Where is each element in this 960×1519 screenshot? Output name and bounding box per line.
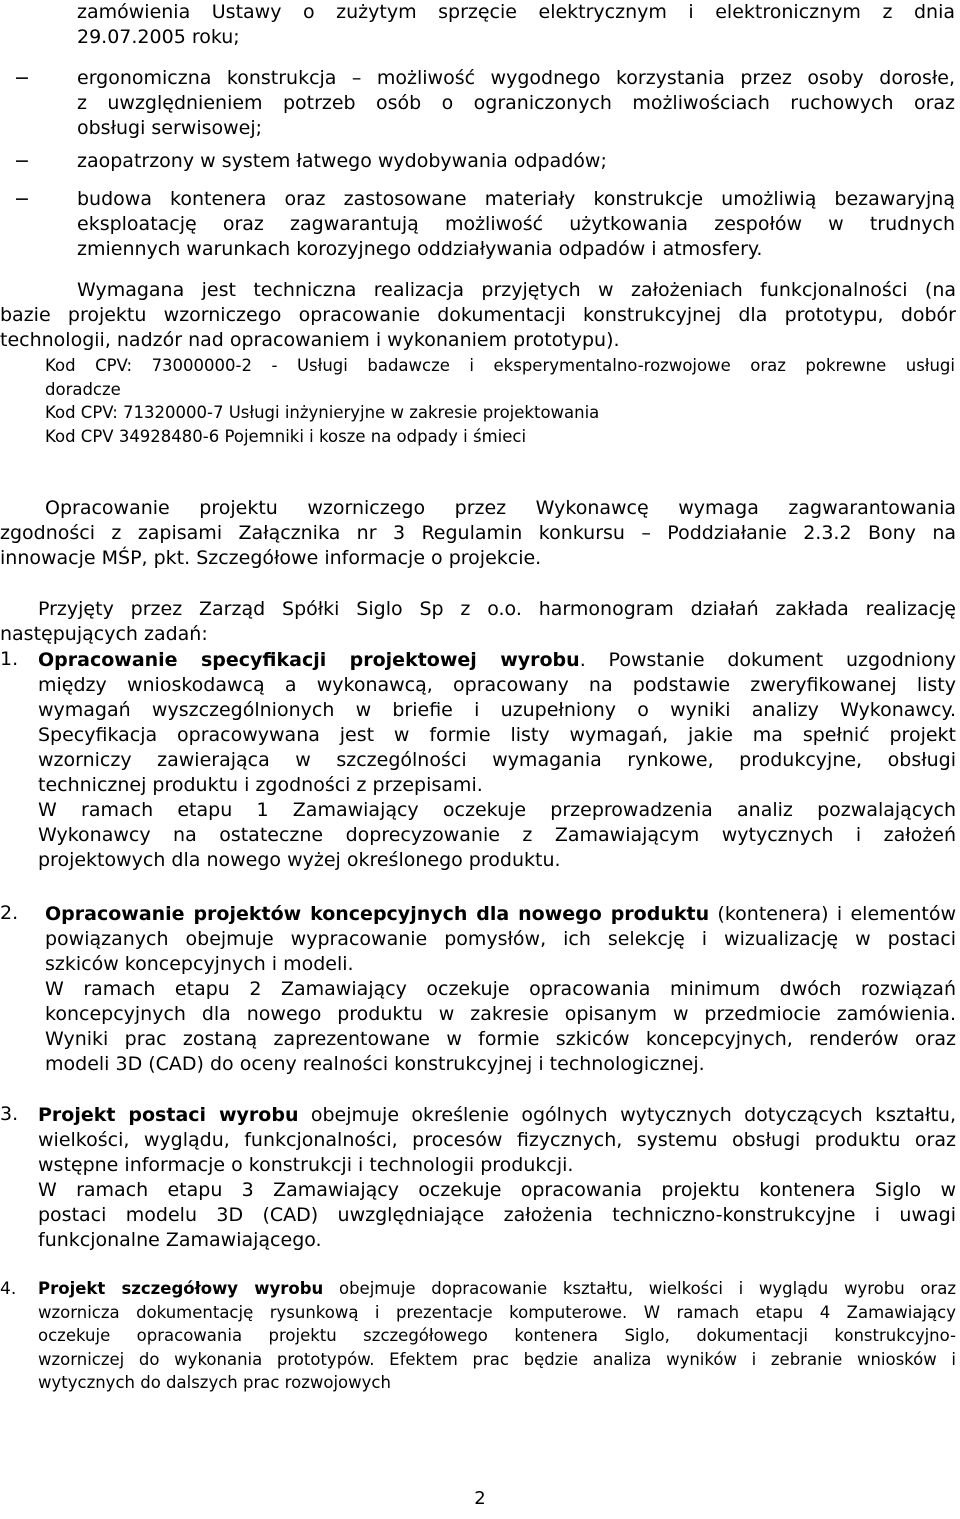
text-line: zgodności z zapisami Załącznika nr 3 Regulamin konkursu – Poddziałanie 2.3.2 Bony na	[0, 522, 956, 544]
task-title: Opracowanie projektów koncepcyjnych dla nowego produktu	[45, 903, 710, 925]
text-line: zamówienia Ustawy o zużytym sprzęcie elektrycznym i elektronicznym z dnia	[77, 1, 955, 23]
text-span: obejmuje określenie ogólnych wytycznych dotyczących kształtu,	[298, 1104, 956, 1126]
task-number: 4.	[0, 1279, 17, 1299]
cpv-codes	[45, 354, 955, 448]
text-line: innowacje MŚP, pkt. Szczegółowe informacje o projekcie.	[0, 547, 542, 569]
text-line: projektowych dla nowego wyżej określonego produktu.	[38, 849, 561, 871]
text-line: wytycznych do dalszych prac rozwojowych	[38, 1373, 391, 1392]
text-line: następujących zadań:	[0, 623, 208, 645]
task-item	[38, 648, 956, 873]
text-line: Wyniki prac zostaną zaprezentowane w formie szkiców koncepcyjnych, renderów oraz	[45, 1028, 956, 1050]
text-span: obejmuje dopracowanie kształtu, wielkości i wyglądu wyrobu oraz	[323, 1279, 956, 1298]
text-line: między wnioskodawcą a wykonawcą, opracowany na podstawie zweryfikowanej listy	[38, 674, 956, 696]
text-line: Specyfikacja opracowywana jest w formie listy wymagań, jakie ma spełnić projekt	[38, 724, 956, 746]
text-line: obsługi serwisowej;	[77, 117, 263, 139]
task-item	[45, 902, 956, 1077]
text-line: powiązanych obejmuje wypracowanie pomysłów, ich selekcję i wizualizację w postaci	[45, 928, 956, 950]
text-line: z uwzględnieniem potrzeb osób o ograniczonych możliwościach ruchowych oraz	[77, 92, 955, 114]
text-line: eksploatację oraz zagwarantują możliwość użytkowania zespołów w trudnych	[77, 213, 955, 235]
task-number: 2.	[0, 902, 19, 924]
intro-paragraph	[77, 0, 955, 50]
text-line: koncepcyjnych dla nowego produktu w zakresie opisanym w przedmiocie zamówienia.	[45, 1003, 956, 1025]
text-line: W ramach etapu 2 Zamawiający oczekuje opracowania minimum dwóch rozwiązań	[45, 978, 956, 1000]
text-line: doradcze	[45, 379, 121, 399]
task-number: 1.	[0, 648, 19, 670]
task-first-line	[38, 1277, 956, 1301]
text-line: Kod CPV 34928480-6 Pojemniki i kosze na odpady i śmieci	[45, 426, 527, 446]
task-first-line	[38, 648, 956, 673]
text-line: postaci modelu 3D (CAD) uwzględniające założenia techniczno-konstrukcyjne i uwagi	[38, 1204, 956, 1226]
task-item	[38, 1277, 956, 1395]
text-line: wielkości, wyglądu, funkcjonalności, procesów fizycznych, systemu obsługi produktu oraz	[38, 1129, 956, 1151]
text-line: technologii, nadzór nad opracowaniem i wykonaniem prototypu).	[0, 329, 620, 351]
text-line: technicznej produktu i zgodności z przepisami.	[38, 774, 483, 796]
task-title: Opracowanie specyfikacji projektowej wyrobu	[38, 649, 580, 671]
bullet-dash: −	[14, 67, 30, 89]
bullet-dash: −	[14, 188, 30, 210]
text-line: Kod CPV: 73000000-2 - Usługi badawcze i eksperymentalno-rozwojowe oraz pokrewne usługi	[45, 356, 955, 375]
task-number: 3.	[0, 1103, 19, 1125]
text-span: . Powstanie dokument uzgodniony	[579, 649, 956, 671]
text-span: (kontenera) i elementów	[709, 903, 956, 925]
text-line: szkiców koncepcyjnych i modeli.	[45, 953, 354, 975]
text-line: Wymagana jest techniczna realizacja przyjętych w założeniach funkcjonalności (na	[77, 279, 956, 301]
task-first-line	[38, 1103, 956, 1128]
bullet-item	[77, 149, 955, 174]
realization-paragraph	[0, 278, 956, 353]
text-line: budowa kontenera oraz zastosowane materiały konstrukcje umożliwią bezawaryjną	[77, 188, 955, 210]
design-paragraph	[0, 496, 956, 571]
text-line: modeli 3D (CAD) do oceny realności konstrukcyjnej i technologicznej.	[45, 1053, 705, 1075]
text-line: Wykonawcy na ostateczne doprecyzowanie z Zamawiającym wytycznych i założeń	[38, 824, 956, 846]
text-line: funkcjonalne Zamawiającego.	[38, 1229, 322, 1251]
text-line: bazie projektu wzorniczego opracowanie dokumentacji konstrukcyjnej dla prototypu, dobór	[0, 304, 956, 326]
task-title: Projekt szczegółowy wyrobu	[38, 1279, 324, 1298]
text-line: wymagań wyszczególnionych w briefie i uzupełniony o wyniki analizy Wykonawcy.	[38, 699, 956, 721]
text-line: wzornicza dokumentację rysunkową i prezentacje komputerowe. W ramach etapu 4 Zamawiający	[38, 1302, 956, 1322]
text-line: oczekuje opracowania projektu szczegółowego kontenera Siglo, dokumentacji konstrukcyjno-	[38, 1326, 956, 1345]
text-line: ergonomiczna konstrukcja – możliwość wygodnego korzystania przez osoby dorosłe,	[77, 67, 955, 89]
text-line: W ramach etapu 1 Zamawiający oczekuje przeprowadzenia analiz pozwalających	[38, 799, 956, 821]
bullet-dash: −	[14, 150, 30, 172]
text-line: W ramach etapu 3 Zamawiający oczekuje opracowania projektu kontenera Siglo w	[38, 1179, 956, 1201]
task-title: Projekt postaci wyrobu	[38, 1104, 299, 1126]
task-item	[38, 1103, 956, 1253]
text-line: wstępne informacje o konstrukcji i technologii produkcji.	[38, 1154, 574, 1176]
text-line: wzorniczy zawierająca w szczególności wymagania rynkowe, produkcyjne, obsługi	[38, 749, 956, 771]
task-first-line	[45, 902, 956, 927]
text-line: 29.07.2005 roku;	[77, 26, 240, 48]
text-line: zmiennych warunkach korozyjnego oddziaływania odpadów i atmosfery.	[77, 238, 763, 260]
text-line: Kod CPV: 71320000-7 Usługi inżynieryjne w zakresie projektowania	[45, 403, 600, 422]
text-line: wzorniczej do wykonania prototypów. Efektem prac będzie analiza wyników i zebranie wniosków i	[38, 1349, 956, 1369]
text-line: Przyjęty przez Zarząd Spółki Siglo Sp z o.o. harmonogram działań zakłada realizację	[38, 598, 956, 620]
text-line: zaopatrzony w system łatwego wydobywania odpadów;	[77, 150, 607, 172]
page-number: 2	[474, 1488, 486, 1509]
schedule-paragraph	[0, 597, 956, 647]
text-line: Opracowanie projektu wzorniczego przez Wykonawcę wymaga zagwarantowania	[45, 497, 956, 519]
bullet-item	[77, 187, 955, 262]
bullet-item	[77, 66, 955, 141]
